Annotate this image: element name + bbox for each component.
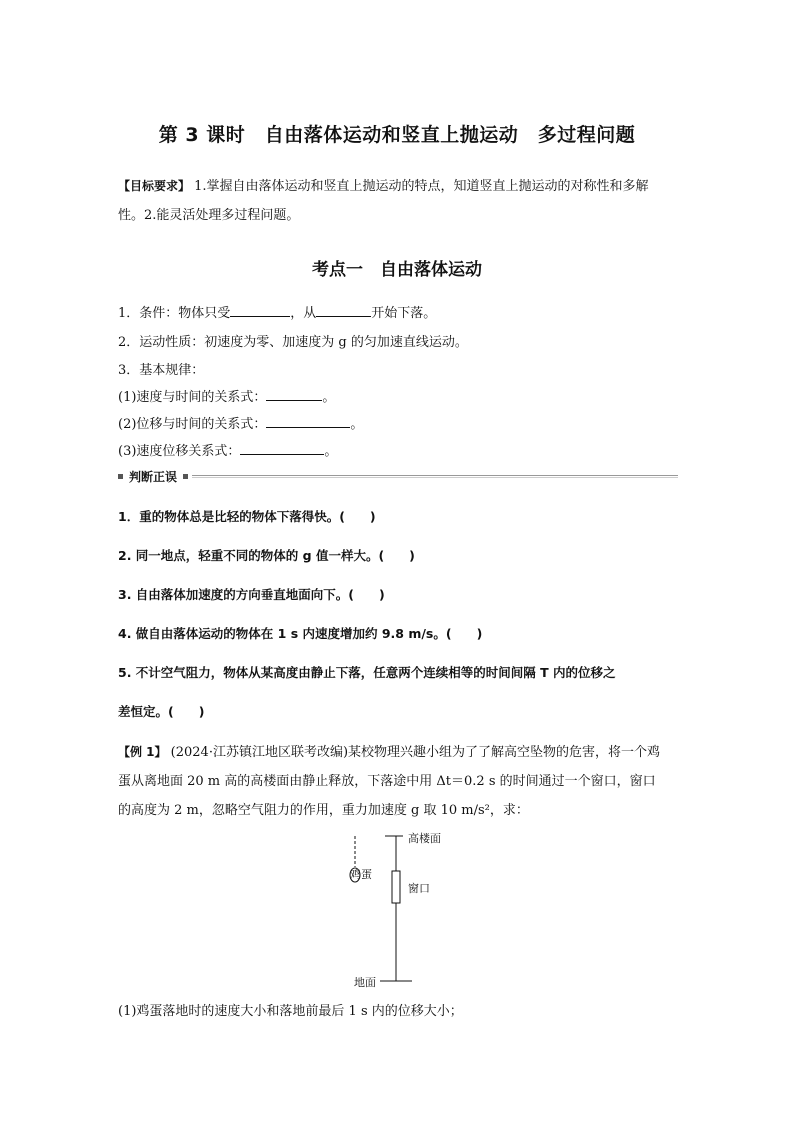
diagram-svg: [340, 826, 480, 986]
fill-blank-displacement-time[interactable]: [266, 413, 350, 428]
fill-blank-start[interactable]: [316, 302, 371, 317]
example-line3: 的高度为 2 m，忽略空气阻力的作用，重力加速度 g 取 10 m/s²，求：: [118, 803, 529, 818]
label-egg: 鸡蛋: [350, 868, 372, 881]
point-basic-rules: 3．基本规律：: [118, 363, 205, 378]
square-bullet-icon: [118, 474, 123, 479]
window-rect: [392, 871, 400, 903]
question-1: (1)鸡蛋落地时的速度大小和落地前最后 1 s 内的位移大小；: [118, 1004, 463, 1019]
point-condition-text-b: ，从: [290, 306, 317, 321]
point-condition: [118, 302, 678, 321]
period-mark: 。: [322, 390, 336, 405]
example-line2: 蛋从离地面 20 m 高的高楼面由静止释放，下落途中用 Δt＝0.2 s 的时间通过一个窗口，窗口: [118, 774, 656, 789]
rule-displacement-time: [118, 413, 678, 432]
label-rooftop: 高楼面: [408, 832, 441, 845]
section-title: 考点一 自由落体运动: [312, 260, 482, 280]
period-mark: 。: [350, 417, 364, 432]
rule-velocity-time-label: (1)速度与时间的关系式：: [118, 390, 267, 405]
fill-blank-force[interactable]: [230, 302, 290, 317]
example-problem: [118, 738, 678, 825]
point-motion-nature: 2．运动性质：初速度为零、加速度为 g 的匀加速直线运动。: [118, 335, 468, 350]
judge-item-5: 5. 不计空气阻力，物体从某高度由静止下落，任意两个连续相等的时间间隔 T 内的位移之: [118, 665, 616, 680]
example-line1: (2024·江苏镇江地区联考改编)某校物理兴趣小组为了了解高空坠物的危害，将一个鸡: [166, 745, 661, 760]
header-rule: [192, 475, 678, 478]
judge-item-4: 4. 做自由落体运动的物体在 1 s 内速度增加约 9.8 m/s。( ): [118, 626, 483, 641]
label-window: 窗口: [408, 882, 430, 895]
fill-blank-velocity-displacement[interactable]: [240, 440, 324, 455]
point-condition-text-a: 1．条件：物体只受: [118, 306, 231, 321]
judge-item-5-cont: 差恒定。( ): [118, 704, 205, 719]
lesson-title: 第 3 课时 自由落体运动和竖直上抛运动 多过程问题: [158, 124, 636, 146]
judge-item-2: 2. 同一地点，轻重不同的物体的 g 值一样大。( ): [118, 548, 415, 563]
goals-text-line1: 1.掌握自由落体运动和竖直上抛运动的特点，知道竖直上抛运动的对称性和多解: [190, 179, 649, 194]
example-tag: 【例 1】: [118, 745, 167, 759]
fill-blank-velocity-time[interactable]: [266, 386, 322, 401]
goals-text-line2: 性。2.能灵活处理多过程问题。: [118, 208, 300, 223]
square-bullet-icon: [183, 474, 188, 479]
judge-label: 判断正误: [129, 469, 178, 484]
point-condition-text-c: 开始下落。: [371, 306, 437, 321]
rule-displacement-time-label: (2)位移与时间的关系式：: [118, 417, 267, 432]
judge-header: [118, 466, 678, 486]
learning-goals: [118, 172, 678, 230]
judge-item-1: 1．重的物体总是比轻的物体下落得快。( ): [118, 509, 376, 524]
label-ground: 地面: [354, 976, 376, 989]
rule-velocity-displacement: [118, 440, 678, 459]
goals-tag: 【目标要求】: [118, 179, 191, 193]
rule-velocity-displacement-label: (3)速度位移关系式：: [118, 444, 241, 459]
judge-item-3: 3. 自由落体加速度的方向垂直地面向下。( ): [118, 587, 385, 602]
falling-egg-diagram: [340, 826, 480, 989]
rule-velocity-time: [118, 386, 678, 405]
period-mark: 。: [324, 444, 338, 459]
